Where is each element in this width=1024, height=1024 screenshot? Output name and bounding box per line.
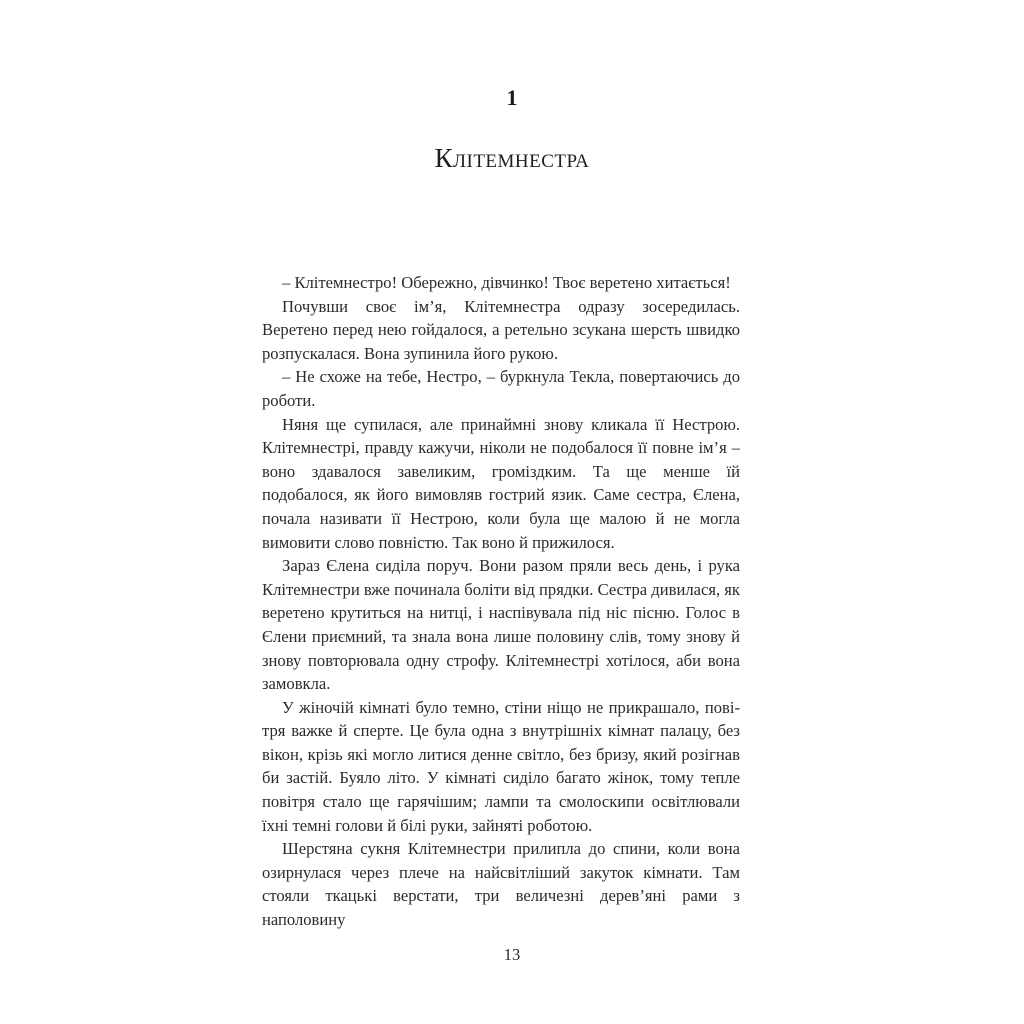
chapter-title: Клітемнестра: [434, 143, 590, 173]
paragraph: – Не схоже на тебе, Нестро, – буркнула Текла, повертаючись до роботи.: [262, 367, 740, 410]
page-number: 13: [503, 945, 521, 964]
paragraph: Почувши своє ім’я, Клітемнестра одразу зосередилась. Веретено перед нею гойдалося, а ретельно зсукана шерсть швидко розпускалася. Вона зупинила його рукою.: [262, 296, 740, 363]
chapter-number: 1: [506, 85, 518, 110]
paragraph: У жіночій кімнаті було темно, стіни ніщо не прикрашало, повітря важке й сперте. Це була одна з внутрішніх кімнат палацу, без вікон, крізь які могло литися денне світло, без бризу, який розігнав би застій. Буяло літо. У кімнаті сиділо багато жінок, тому тепле повітря стало ще гарячішим; лампи та смолоскипи освітлювали їхні темні голови й білі руки, зайняті роботою.: [262, 697, 740, 835]
paragraph: Шерстяна сукня Клітемнестри прилипла до спини, коли вона озирнулася через плече на найсвітліший закуток кімнати. Там стояли ткацькі верстати, три величезні дерев’яні рами з наполовину: [262, 839, 740, 930]
paragraph: Зараз Єлена сиділа поруч. Вони разом пряли весь день, і рука Клітемнестри вже починала боліти від прядки. Сестра дивилася, як веретено крутиться на нитці, і наспівувала під ніс пісню. Голос в Єлени приємний, та знала вона лише половину слів, тому знову й знову повторювала одну строфу. Клітемнестрі хотілося, аби вона замовкла.: [262, 556, 740, 694]
paragraph: Няня ще супилася, але принаймні знову кликала її Нестрою. Клітемнестрі, правду кажучи, ніколи не подобалося її повне ім’я – воно здавалося завеликим, громіздким. Та ще менше їй подобалося, як його вимовляв гострий язик. Саме сестра, Єлена, почала називати її Нестрою, коли була ще малою й не могла вимовити слово повністю. Так воно й прижилося.: [262, 414, 740, 552]
paragraph: – Клітемнестро! Обережно, дівчинко! Твоє веретено хитається!: [282, 273, 731, 292]
chapter-body: [262, 271, 740, 932]
